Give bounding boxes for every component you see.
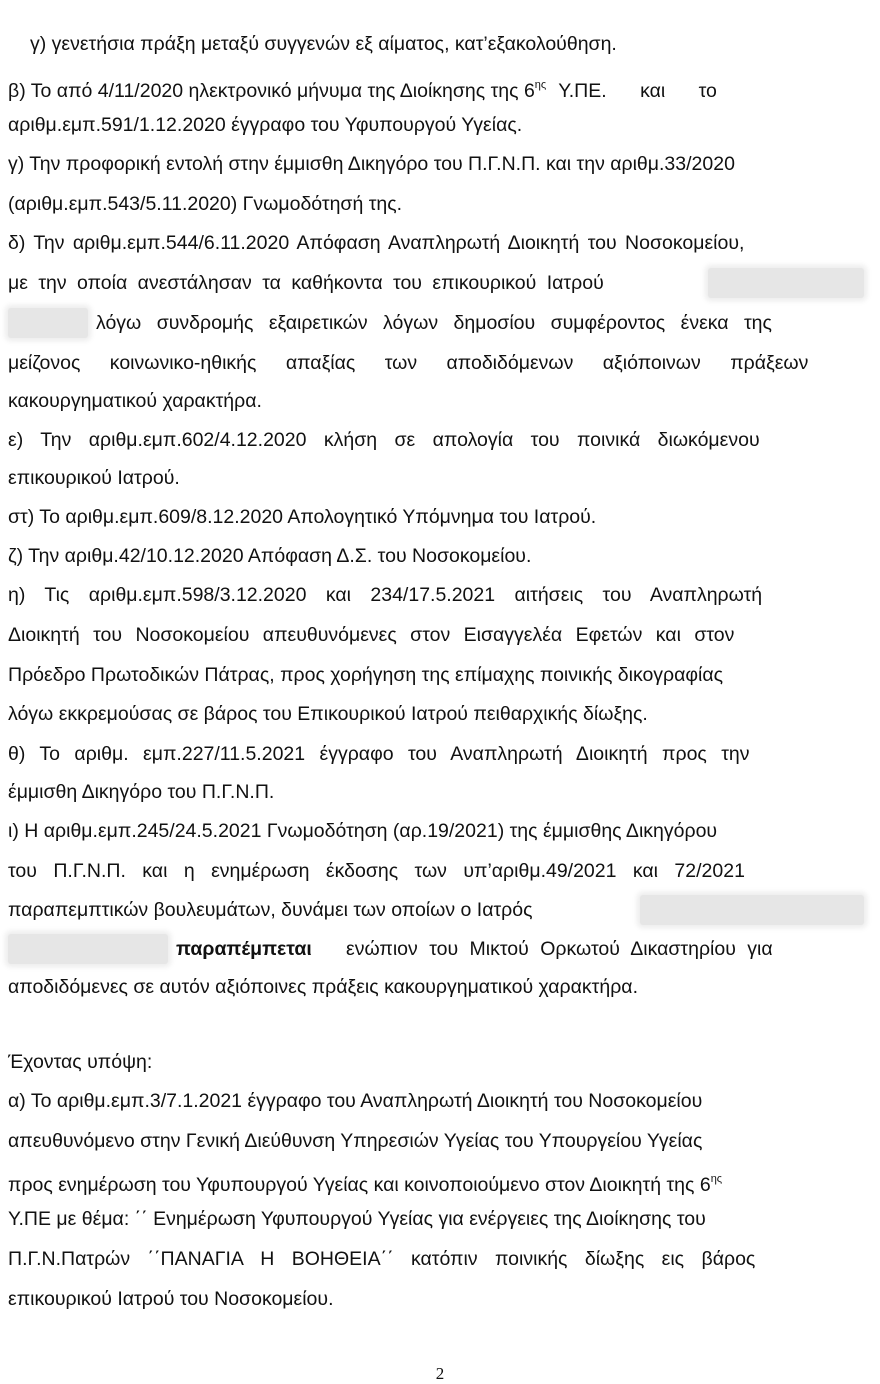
redacted-name: [640, 895, 864, 925]
page-number: 2: [435, 1364, 445, 1383]
superscript-ordinal: ης: [710, 1173, 723, 1185]
line-21: ι) Η αριθμ.εμπ.245/24.5.2021 Γνωμοδότηση (αρ.19/2021) της έμμισθης Δικηγόρου: [8, 820, 718, 842]
line-8: [8, 304, 864, 342]
line-2: [8, 66, 864, 104]
line-1: γ) γενετήσια πράξη μεταξύ συγγενών εξ αίματος, κατ’εξακολούθηση.: [30, 33, 617, 55]
line-13: στ) Το αριθμ.εμπ.609/8.12.2020 Απολογητικό Υπόμνημα του Ιατρού.: [8, 506, 597, 528]
line-18: λόγω εκκρεμούσας σε βάρος του Επικουρικού Ιατρού πειθαρχικής δίωξης.: [8, 703, 648, 725]
line-9: μείζονος κοινωνικο-ηθικής απαξίας των αποδιδόμενων αξιόποινων πράξεων: [8, 352, 809, 374]
line-20: έμμισθη Δικηγόρο του Π.Γ.Ν.Π.: [8, 781, 275, 803]
line-19: θ) Το αριθμ. εμπ.227/11.5.2021 έγγραφο του Αναπληρωτή Διοικητή προς την: [8, 743, 750, 765]
redacted-name: [708, 268, 864, 298]
line-7-text: με την οποία ανεστάλησαν τα καθήκοντα του επικουρικού Ιατρού: [8, 272, 604, 294]
line-24-text: ενώπιον του Μικτού Ορκωτού Δικαστηρίου για: [346, 938, 773, 960]
line-17: Πρόεδρο Πρωτοδικών Πάτρας, προς χορήγηση της επίμαχης ποινικής δικογραφίας: [8, 664, 724, 686]
line-15: η) Τις αριθμ.εμπ.598/3.12.2020 και 234/17.5.2021 αιτήσεις του Αναπληρωτή: [8, 584, 763, 606]
line-10: κακουργηματικού χαρακτήρα.: [8, 390, 262, 412]
line-16: Διοικητή του Νοσοκομείου απευθυνόμενες στον Εισαγγελέα Εφετών και στον: [8, 624, 735, 646]
line-8-text: λόγω συνδρομής εξαιρετικών λόγων δημοσίου συμφέροντος ένεκα της: [96, 312, 772, 334]
line-2-tail: Υ.ΠΕ. και το: [558, 80, 717, 102]
line-25: αποδιδόμενες σε αυτόν αξιόποινες πράξεις κακουργηματικού χαρακτήρα.: [8, 976, 638, 998]
line-32: επικουρικού Ιατρού του Νοσοκομείου.: [8, 1288, 334, 1310]
line-31: Π.Γ.Ν.Πατρών ΄΄ΠΑΝΑΓΙΑ Η ΒΟΗΘΕΙΑ΄΄ κατόπιν ποινικής δίωξης εις βάρος: [8, 1248, 756, 1270]
line-5: (αριθμ.εμπ.543/5.11.2020) Γνωμοδότησή της.: [8, 193, 403, 215]
emphasis-referred: παραπέμπεται: [176, 938, 312, 960]
redacted-name: [8, 308, 88, 338]
line-6: δ) Την αριθμ.εμπ.544/6.11.2020 Απόφαση Αναπληρωτή Διοικητή του Νοσοκομείου,: [8, 232, 745, 254]
line-27: α) Το αριθμ.εμπ.3/7.1.2021 έγγραφο του Αναπληρωτή Διοικητή του Νοσοκομείου: [8, 1090, 703, 1112]
line-30: Υ.ΠΕ με θέμα: ΄΄ Ενημέρωση Υφυπουργού Υγείας για ενέργειες της Διοίκησης του: [8, 1208, 706, 1230]
superscript-ordinal: ης: [534, 79, 547, 91]
line-23: [8, 891, 864, 929]
line-22: του Π.Γ.Ν.Π. και η ενημέρωση έκδοσης των υπ’αριθμ.49/2021 και 72/2021: [8, 860, 745, 882]
line-24: [8, 930, 864, 968]
line-2-text: β) Το από 4/11/2020 ηλεκτρονικό μήνυμα της Διοίκησης της 6: [8, 80, 535, 102]
line-14: ζ) Την αριθμ.42/10.12.2020 Απόφαση Δ.Σ. του Νοσοκομείου.: [8, 545, 532, 567]
line-29-text: προς ενημέρωση του Υφυπουργού Υγείας και κοινοποιούμενο στον Διοικητή της 6: [8, 1174, 711, 1196]
line-23-text: παραπεμπτικών βουλευμάτων, δυνάμει των οποίων ο Ιατρός: [8, 899, 533, 921]
line-29: [8, 1160, 864, 1198]
redacted-name: [8, 934, 168, 964]
line-3: αριθμ.εμπ.591/1.12.2020 έγγραφο του Υφυπουργού Υγείας.: [8, 114, 523, 136]
line-7: [8, 264, 864, 302]
heading-considering: Έχοντας υπόψη:: [8, 1051, 153, 1073]
line-12: επικουρικού Ιατρού.: [8, 467, 180, 489]
line-4: γ) Την προφορική εντολή στην έμμισθη Δικηγόρο του Π.Γ.Ν.Π. και την αριθμ.33/2020: [8, 153, 735, 175]
line-28: απευθυνόμενο στην Γενική Διεύθυνση Υπηρεσιών Υγείας του Υπουργείου Υγείας: [8, 1130, 703, 1152]
line-11: ε) Την αριθμ.εμπ.602/4.12.2020 κλήση σε απολογία του ποινικά διωκόμενου: [8, 429, 760, 451]
